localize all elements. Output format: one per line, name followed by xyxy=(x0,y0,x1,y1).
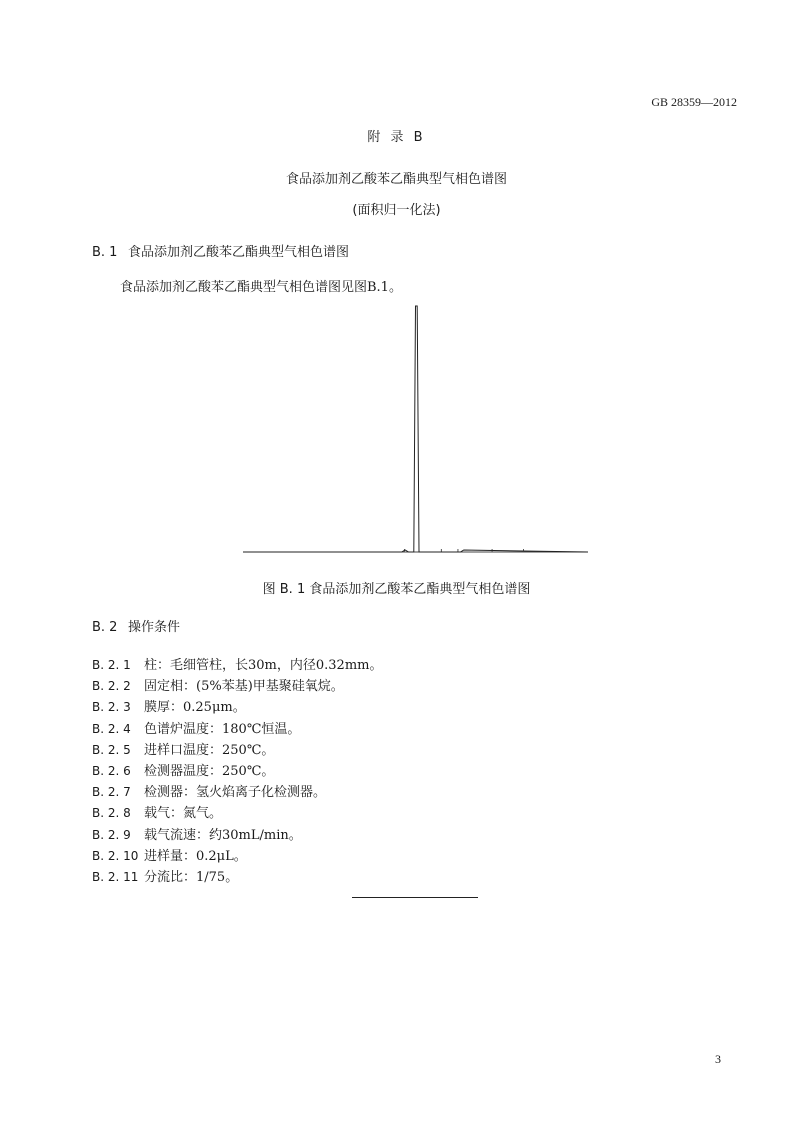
page-number: 3 xyxy=(715,1052,721,1066)
condition-text: 检测器温度：250℃。 xyxy=(144,764,275,779)
condition-item xyxy=(92,802,222,821)
condition-item xyxy=(92,696,246,715)
section-b1-title: 食品添加剂乙酸苯乙酯典型气相色谱图 xyxy=(128,245,350,260)
condition-item xyxy=(92,781,326,800)
condition-number: B. 2. 5 xyxy=(92,742,131,757)
condition-number: B. 2. 2 xyxy=(92,679,131,694)
condition-number: B. 2. 4 xyxy=(92,721,131,736)
condition-number: B. 2. 10 xyxy=(92,848,139,863)
section-b2-heading xyxy=(92,616,180,635)
condition-text: 固定相：(5%苯基)甲基聚硅氧烷。 xyxy=(144,679,344,695)
condition-number: B. 2. 3 xyxy=(92,700,131,715)
end-rule xyxy=(352,897,478,898)
condition-text: 载气流速：约30mL/min。 xyxy=(144,827,302,843)
condition-number: B. 2. 7 xyxy=(92,785,131,800)
section-b1-number: B. 1 xyxy=(92,245,118,260)
condition-item xyxy=(92,845,247,864)
condition-number: B. 2. 1 xyxy=(92,658,131,672)
condition-text: 色谱炉温度：180℃恒温。 xyxy=(144,721,301,737)
condition-item xyxy=(92,824,302,843)
condition-item xyxy=(92,866,238,885)
appendix-subtitle: (面积归一化法) xyxy=(352,203,441,218)
condition-item xyxy=(92,718,300,737)
section-b2-title: 操作条件 xyxy=(128,620,181,635)
condition-text: 分流比：1/75。 xyxy=(144,870,239,885)
chromatogram-trace xyxy=(243,306,588,552)
condition-text: 进样口温度：250℃。 xyxy=(144,742,275,758)
condition-item xyxy=(92,739,274,758)
section-b2-number: B. 2 xyxy=(92,620,118,635)
condition-number: B. 2. 8 xyxy=(92,806,131,821)
appendix-label: 附 录 B xyxy=(367,130,426,145)
condition-text: 膜厚：0.25μm。 xyxy=(144,700,246,716)
condition-item xyxy=(92,654,382,673)
condition-text: 载气：氮气。 xyxy=(144,806,223,822)
condition-number: B. 2. 9 xyxy=(92,827,131,842)
section-b1-body: 食品添加剂乙酸苯乙酯典型气相色谱图见图B.1。 xyxy=(120,280,402,295)
condition-item xyxy=(92,675,344,694)
appendix-title: 食品添加剂乙酸苯乙酯典型气相色谱图 xyxy=(285,172,507,187)
condition-text: 柱：毛细管柱，长30m，内径0.32mm。 xyxy=(144,658,383,673)
condition-number: B. 2. 6 xyxy=(92,764,131,778)
condition-text: 检测器：氢火焰离子化检测器。 xyxy=(144,785,327,801)
condition-number: B. 2. 11 xyxy=(92,870,139,884)
condition-item xyxy=(92,760,274,779)
figure-caption: 图 B. 1 食品添加剂乙酸苯乙酯典型气相色谱图 xyxy=(262,582,531,597)
standard-number: GB 28359—2012 xyxy=(651,95,737,109)
condition-text: 进样量：0.2μL。 xyxy=(144,848,247,864)
